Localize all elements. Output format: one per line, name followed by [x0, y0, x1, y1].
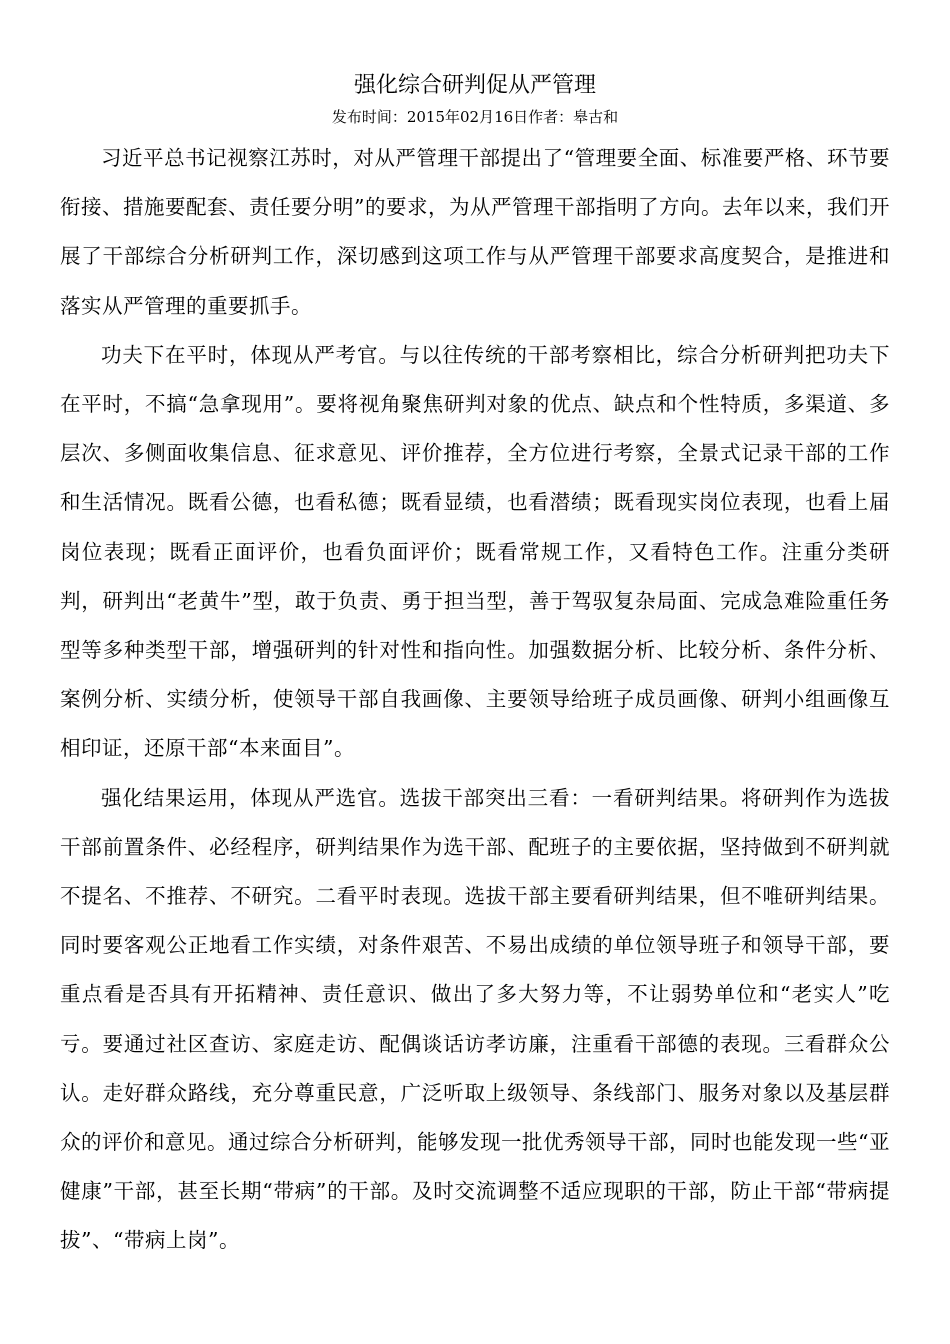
- article-meta: 发布时间：2015年02月16日作者：皋古和: [331, 108, 619, 126]
- article-title: 强化综合研判促从严管理: [353, 73, 596, 98]
- article-paragraph: 强化结果运用，体现从严选官。选拔干部突出三看：一看研判结果。将研判作为选拔干部前置条件、必经程序，研判结果作为选干部、配班子的主要依据，坚持做到不研判就不提名、不推荐、不研究。二看平时表现。选拔干部主要看研判结果，但不唯研判结果。同时要客观公正地看工作实绩，对条件艰苦、不易出成绩的单位领导班子和领导干部，要重点看是否具有开拓精神、责任意识、做出了多大努力等，不让弱势单位和“老实人”吃亏。要通过社区查访、家庭走访、配偶谈话访孝访廉，注重看干部德的表现。三看群众公认。走好群众路线，充分尊重民意，广泛听取上级领导、条线部门、服务对象以及基层群众的评价和意见。通过综合分析研判，能够发现一批优秀领导干部，同时也能发现一些“亚健康”干部，甚至长期“带病”的干部。及时交流调整不适应现职的干部，防止干部“带病提拔”、“带病上岗”。: [60, 785, 890, 1253]
- article-paragraph: 功夫下在平时，体现从严考官。与以往传统的干部考察相比，综合分析研判把功夫下在平时，不搞“急拿现用”。要将视角聚焦研判对象的优点、缺点和个性特质，多渠道、多层次、多侧面收集信息、征求意见、评价推荐，全方位进行考察，全景式记录干部的工作和生活情况。既看公德，也看私德；既看显绩，也看潜绩；既看现实岗位表现，也看上届岗位表现；既看正面评价，也看负面评价；既看常规工作，又看特色工作。注重分类研判，研判出“老黄牛”型，敢于负责、勇于担当型，善于驾驭复杂局面、完成急难险重任务型等多种类型干部，增强研判的针对性和指向性。加强数据分析、比较分析、条件分析、案例分析、实绩分析，使领导干部自我画像、主要领导给班子成员画像、研判小组画像互相印证，还原干部“本来面目”。: [60, 342, 890, 761]
- article-paragraph: 习近平总书记视察江苏时，对从严管理干部提出了“管理要全面、标准要严格、环节要衔接、措施要配套、责任要分明”的要求，为从严管理干部指明了方向。去年以来，我们开展了干部综合分析研判工作，深切感到这项工作与从严管理干部要求高度契合，是推进和落实从严管理的重要抓手。: [60, 146, 890, 318]
